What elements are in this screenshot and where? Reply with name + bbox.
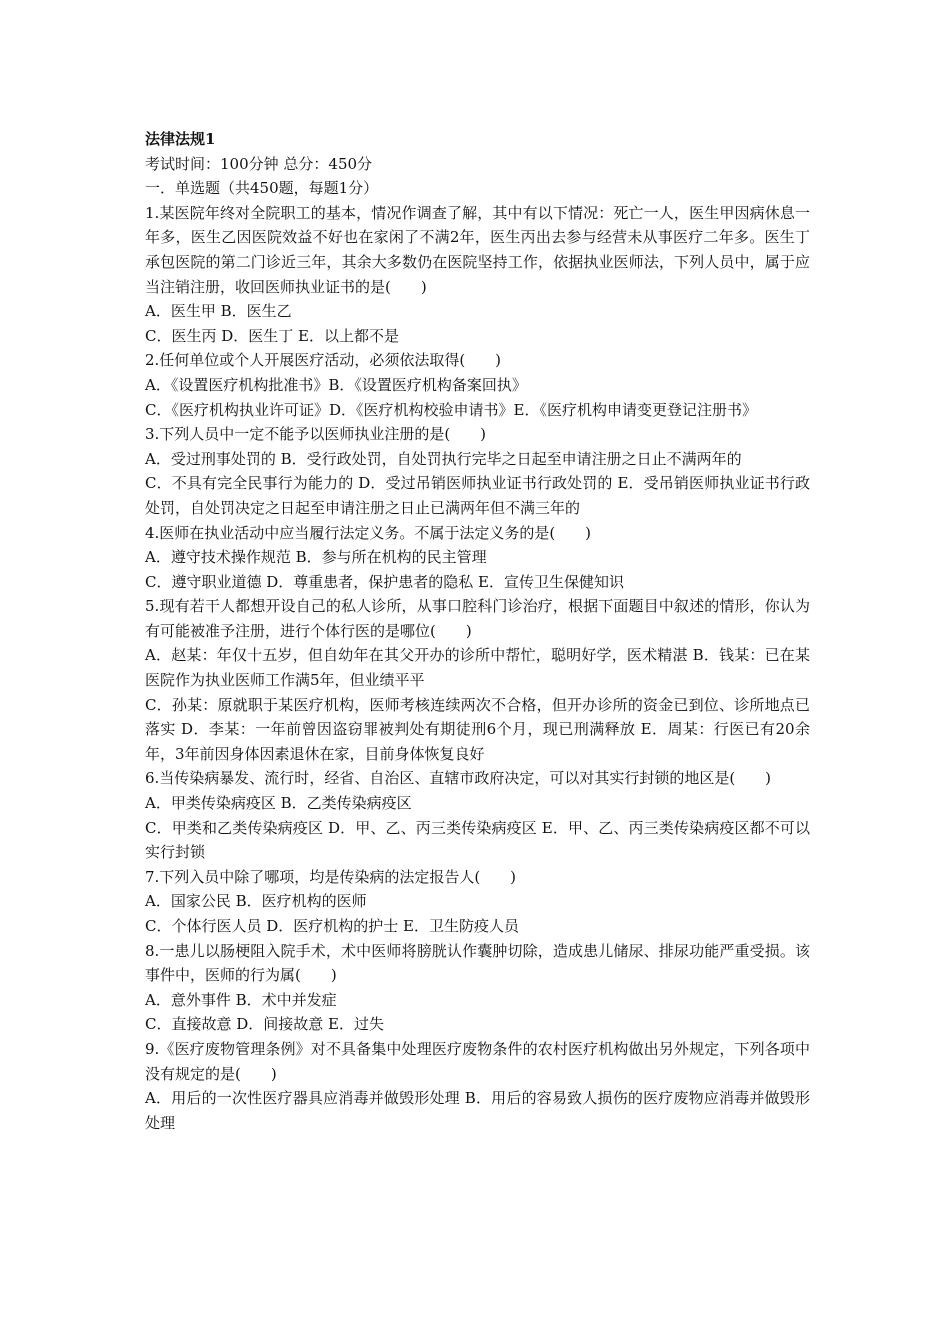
question-1-options-a-b: A．医生甲 B．医生乙: [145, 302, 292, 321]
question-9: 9.《医疗废物管理条例》对不具备集中处理医疗废物条件的农村医疗机构做出另外规定，下列各项中没有规定的是( ): [145, 1039, 810, 1083]
question-9-options-a-b: A．用后的一次性医疗器具应消毒并做毁形处理 B．用后的容易致人损伤的医疗废物应消毒并做毁形处理: [145, 1089, 810, 1132]
question-4-options-a-b: A．遵守技术操作规范 B．参与所在机构的民主管理: [145, 548, 487, 567]
section-heading: 一．单选题（共450题，每题1分）: [145, 179, 379, 198]
question-8-options-c-e: C．直接故意 D．间接故意 E．过失: [145, 1015, 384, 1034]
question-6-options-a-b: A．甲类传染病疫区 B．乙类传染病疫区: [145, 794, 412, 813]
question-5-options-c-e: C．孙某：原就职于某医疗机构，医师考核连续两次不合格，但开办诊所的资金已到位、诊所地点已落实 D．李某：一年前曾因盗窃罪被判处有期徒刑6个月，现已刑满释放 E．周某：行医已有20余年，3年前因身体因素退休在家，目前身体恢复良好: [145, 695, 810, 763]
question-2-options-c-e: C．《医疗机构执业许可证》D．《医疗机构校验申请书》E．《医疗机构申请变更登记注册书》: [145, 400, 757, 419]
question-7-options-c-e: C．个体行医人员 D．医疗机构的护士 E．卫生防疫人员: [145, 917, 519, 935]
document-page: [145, 127, 810, 1135]
question-1-options-c-e: C．医生丙 D．医生丁 E．以上都不是: [145, 326, 399, 345]
question-2: 2.任何单位或个人开展医疗活动，必须依法取得( ): [145, 351, 502, 370]
question-5: 5.现有若干人都想开设自己的私人诊所，从事口腔科门诊治疗，根据下面题目中叙述的情形，你认为有可能被准予注册，进行个体行医的是哪位( ): [145, 597, 810, 640]
question-5-options-a-b: A．赵某：年仅十五岁，但自幼年在其父开办的诊所中帮忙，聪明好学，医术精湛 B．钱某：已在某医院作为执业医师工作满5年，但业绩平平: [145, 646, 810, 690]
question-4: 4.医师在执业活动中应当履行法定义务。不属于法定义务的是( ): [145, 523, 592, 542]
question-3-options-c-e: C．不具有完全民事行为能力的 D．受过吊销医师执业证书行政处罚的 E．受吊销医师执业证书行政处罚，自处罚决定之日起至申请注册之日止已满两年但不满三年的: [145, 474, 810, 517]
question-6: 6.当传染病暴发、流行时，经省、自治区、直辖市政府决定，可以对其实行封锁的地区是( ): [145, 769, 772, 788]
question-1: 1.某医院年终对全院职工的基本，情况作调查了解，其中有以下情况：死亡一人，医生甲因病休息一年多，医生乙因医院效益不好也在家闲了不满2年，医生丙出去参与经营未从事医疗二年多。医生丁承包医院的第二门诊近三年，其余大多数仍在医院坚持工作，依据执业医师法，下列人员中，属于应当注销注册，收回医师执业证书的是( ): [145, 203, 810, 296]
exam-meta: 考试时间：100分钟 总分：450分: [145, 154, 373, 173]
document-title: 法律法规1: [145, 130, 216, 148]
question-8-options-a-b: A．意外事件 B．术中并发症: [145, 990, 337, 1009]
question-3-options-a-b: A．受过刑事处罚的 B．受行政处罚，自处罚执行完毕之日起至申请注册之日止不满两年的: [145, 449, 742, 468]
question-6-options-c-e: C．甲类和乙类传染病疫区 D．甲、乙、丙三类传染病疫区 E．甲、乙、丙三类传染病疫区都不可以实行封锁: [145, 818, 810, 862]
question-7: 7.下列入员中除了哪项，均是传染病的法定报告人( ): [145, 867, 517, 886]
question-8: 8.一患儿以肠梗阻入院手术，术中医师将膀胱认作囊肿切除，造成患儿储尿、排尿功能严重受损。该事件中，医师的行为属( ): [145, 941, 810, 985]
question-4-options-c-e: C．遵守职业道德 D．尊重患者，保护患者的隐私 E．宣传卫生保健知识: [145, 572, 624, 591]
question-7-options-a-b: A．国家公民 B．医疗机构的医师: [145, 892, 367, 911]
question-2-options-a-b: A．《设置医疗机构批准书》B．《设置医疗机构备案回执》: [145, 375, 527, 394]
question-3: 3.下列人员中一定不能予以医师执业注册的是( ): [145, 425, 487, 444]
